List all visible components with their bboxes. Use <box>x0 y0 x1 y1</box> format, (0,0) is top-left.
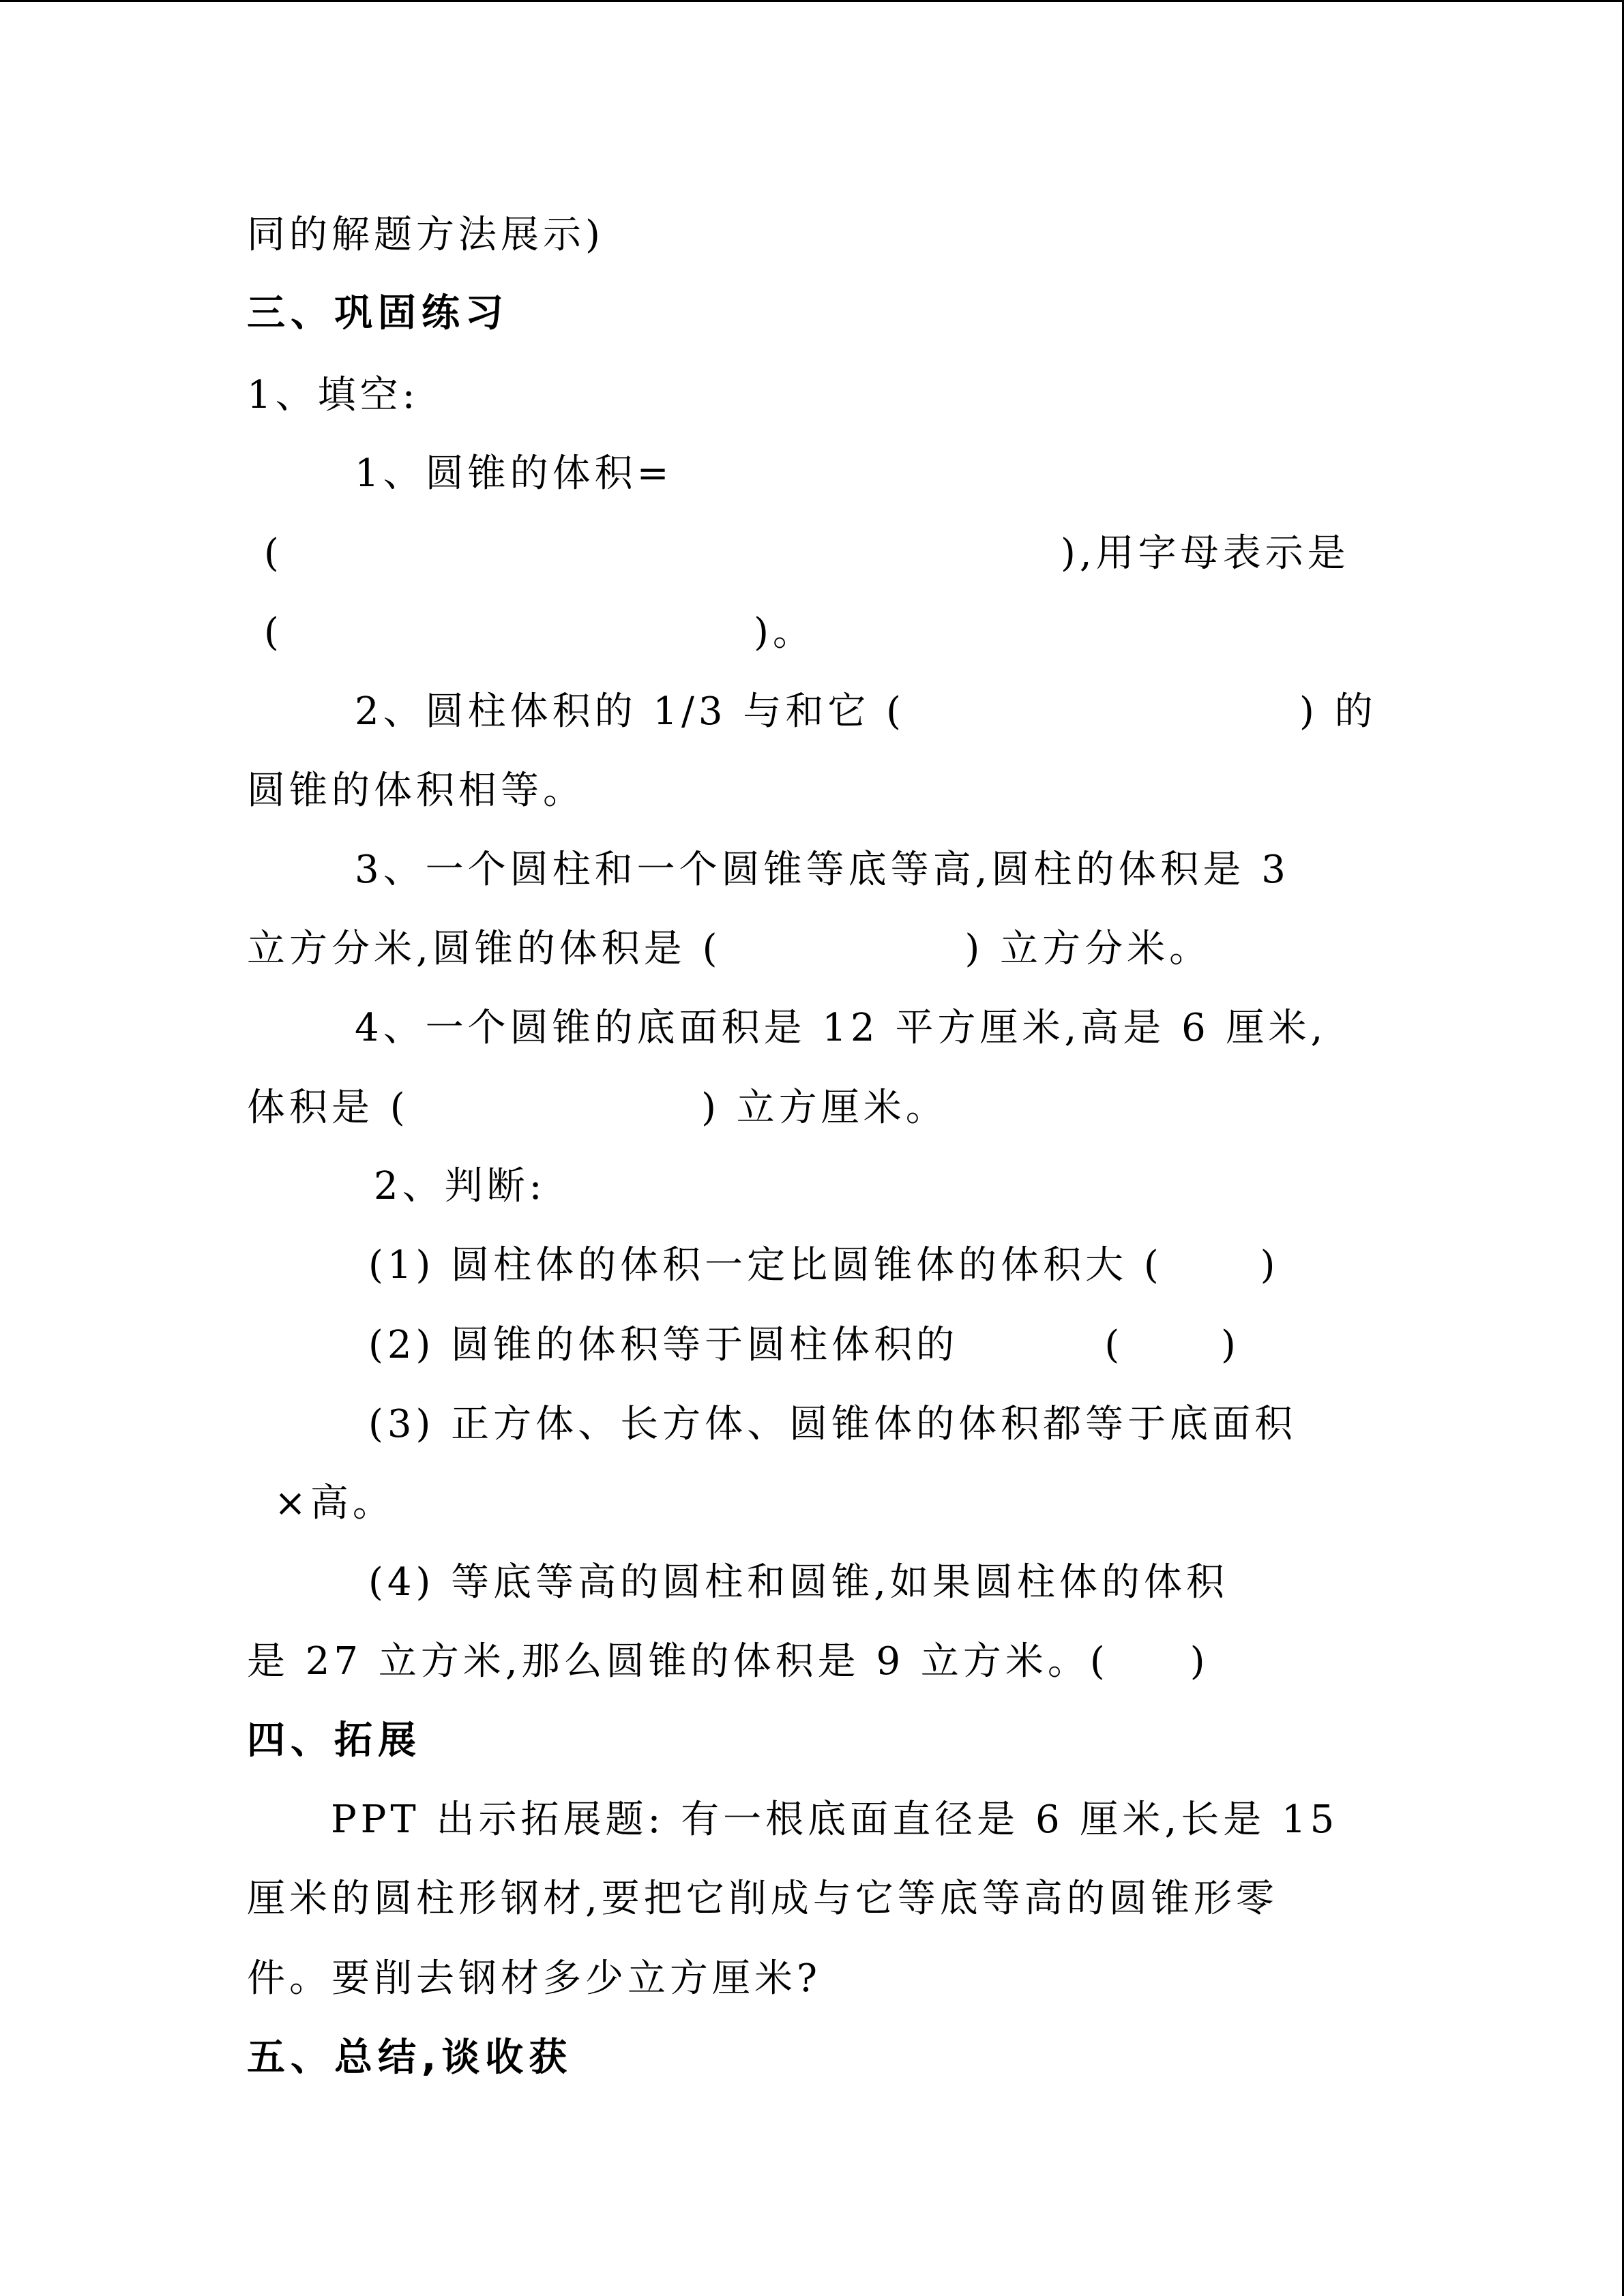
text-line: 1、填空: <box>247 373 419 417</box>
text-line: ( <box>264 531 283 576</box>
text-line: (4) 等底等高的圆柱和圆锥,如果圆柱体的体积 <box>368 1560 1228 1605</box>
text-line: ) 的 <box>1299 689 1377 734</box>
text-line: 厘米的圆柱形钢材,要把它削成与它等底等高的圆锥形零 <box>247 1877 1278 1921</box>
text-line: 2、判断: <box>374 1164 546 1208</box>
text-line: 3、一个圆柱和一个圆锥等底等高,圆柱的体积是 3 <box>355 848 1290 892</box>
text-line: ×高。 <box>274 1481 395 1525</box>
text-line: 圆锥的体积相等。 <box>247 769 585 813</box>
text-line: (1) 圆柱体的体积一定比圆锥体的体积大 ( ) <box>368 1243 1280 1287</box>
text-line: (3) 正方体、长方体、圆锥体的体积都等于底面积 <box>368 1402 1297 1446</box>
text-line: 件。要削去钢材多少立方厘米? <box>247 1956 822 2001</box>
text-line: ( )。 <box>264 610 815 655</box>
page-top-border <box>0 0 1624 2</box>
text-line: 2、圆柱体积的 1/3 与和它 ( <box>355 689 906 734</box>
text-line: PPT 出示拓展题: 有一根底面直径是 6 厘米,长是 15 <box>331 1798 1339 1842</box>
text-line: ),用字母表示是 <box>1061 531 1350 576</box>
text-line: 1、圆锥的体积= <box>355 451 673 496</box>
text-line: 是 27 立方米,那么圆锥的体积是 9 立方米。( ) <box>247 1639 1209 1684</box>
text-line: (2) 圆锥的体积等于圆柱体积的 ( ) <box>368 1323 1240 1367</box>
text-line: 4、一个圆锥的底面积是 12 平方厘米,高是 6 厘米, <box>355 1006 1327 1050</box>
text-line: 同的解题方法展示) <box>247 213 604 257</box>
text-line: 体积是 ( ) 立方厘米。 <box>247 1086 948 1130</box>
section-heading-practice: 三、巩固练习 <box>247 291 509 336</box>
section-heading-extension: 四、拓展 <box>247 1718 422 1763</box>
text-line: 立方分米,圆锥的体积是 ( ) 立方分米。 <box>247 927 1212 971</box>
section-heading-summary: 五、总结,谈收获 <box>247 2036 573 2080</box>
